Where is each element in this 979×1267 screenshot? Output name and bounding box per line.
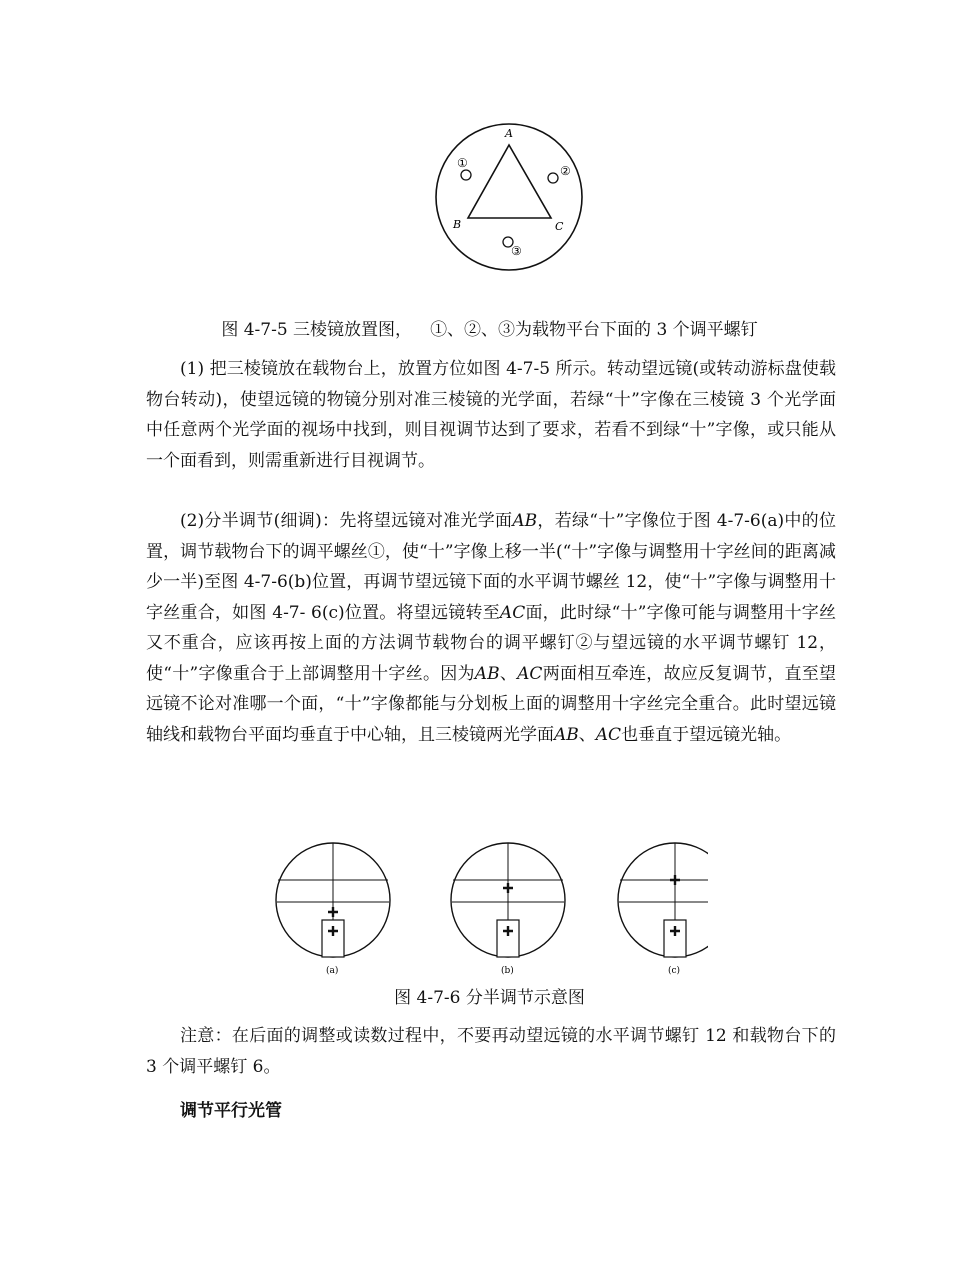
p2-text-6: 、 [578, 724, 596, 745]
p2-text-2: ，若绿“十”字像位于图 4-7-6(a)中的位置，调节载物台下的调平螺丝①，使“十”字像上移一半(“十”字像与调整用十字丝间的距离减少一半)至图 4-7-6(b)位置，再调节望远镜下面的水平调节螺丝 12，使“十”字像与调整用十字丝重合，如图 4-7- 6(c)位置。将望远镜转至 [146, 511, 836, 623]
label-c: (c) [668, 966, 681, 976]
face-ab-3: AB [554, 724, 579, 745]
figure-4-7-5-caption [0, 318, 979, 342]
reticle-view-c [618, 843, 708, 976]
face-ab-2: AB [474, 663, 500, 684]
prism-placement-figure [429, 118, 589, 276]
reticle-view-b [451, 843, 565, 976]
screw-1-marker [461, 170, 471, 180]
p2-text-4: 、 [499, 663, 518, 684]
reticle-view-a [276, 843, 390, 976]
screw-3-label: ③ [511, 244, 522, 258]
label-b: (b) [501, 966, 514, 976]
prism-triangle [468, 145, 551, 218]
screw-2-marker [548, 173, 558, 183]
vertex-b-label: B [453, 218, 462, 231]
p2-text-1: (2)分半调节(细调)：先将望远镜对准光学面 [180, 511, 513, 531]
half-adjustment-figure [268, 838, 708, 980]
screw-1-label: ① [457, 156, 468, 170]
face-ac-3: AC [595, 724, 622, 745]
vertex-c-label: C [555, 220, 564, 233]
caption1-tail: ①、②、③为载物平台下面的 3 个调平螺钉 [430, 320, 758, 340]
p2-text-3: 面，此时绿“十”字像可能与调整用十字丝又不重合，应该再按上面的方法调节载物台的调平螺钉②与望远镜的水平调节螺钉 12，使“十”字像重合于上部调整用十字丝。因为 [146, 602, 836, 684]
p2-text-7: 也垂直于望远镜光轴。 [621, 724, 792, 745]
face-ac-2: AC [517, 663, 543, 684]
p2-text-5: 两面相互牵连，故应反复调节，直至望远镜不论对准哪一个面，“十”字像都能与分划板上面的调整用十字丝完全重合。此时望远镜轴线和载物台平面均垂直于中心轴，且三棱镜两光学面 [146, 663, 837, 745]
section-heading: 调节平行光管 [180, 1101, 282, 1121]
screw-2-label: ② [560, 164, 571, 178]
paragraph-visual-adjustment: (1) 把三棱镜放在载物台上，放置方位如图 4-7-5 所示。转动望远镜(或转动游标盘使载物台转动)，使望远镜的物镜分别对准三棱镜的光学面，若绿“十”字像在三棱镜 3 个光学面中任意两个光学面的视场中找到，则目视调节达到了要求，若看不到绿“十”字像，或只能从一个面看到，则需重新进行目视调节。 [146, 359, 836, 471]
vertex-a-label: A [505, 127, 513, 140]
figure-4-7-6-caption: 图 4-7-6 分半调节示意图 [394, 988, 585, 1008]
face-ac-1: AC [499, 602, 526, 623]
caption1-main: 图 4-7-5 三棱镜放置图， [221, 320, 413, 340]
label-a: (a) [326, 966, 339, 976]
paragraph-half-adjustment [146, 506, 836, 750]
paragraph-note: 注意：在后面的调整或读数过程中，不要再动望远镜的水平调节螺钉 12 和载物台下的 3 个调平螺钉 6。 [146, 1026, 836, 1077]
face-ab-1: AB [512, 511, 538, 531]
